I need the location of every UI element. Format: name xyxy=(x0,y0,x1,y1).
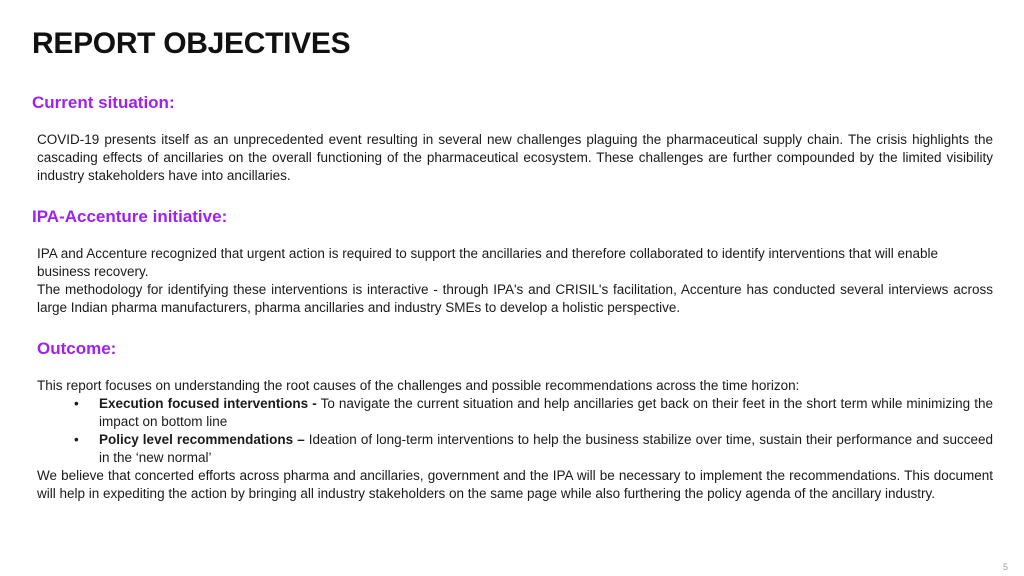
list-item xyxy=(37,395,993,431)
list-item xyxy=(37,431,993,467)
initiative-block xyxy=(37,245,993,317)
bullet-text: Ideation of long-term interventions to help the business stabilize over time, sustain their performance and succeed in the ‘new normal’ xyxy=(99,432,993,465)
bullet-label: Execution focused interventions - xyxy=(99,396,317,411)
section-heading-initiative: IPA-Accenture initiative: xyxy=(32,207,228,226)
page-title: REPORT OBJECTIVES xyxy=(32,27,351,60)
page-number: 5 xyxy=(1002,562,1008,572)
section-heading-current-situation: Current situation: xyxy=(32,93,175,112)
bullet-label: Policy level recommendations – xyxy=(99,432,305,447)
outcome-intro: This report focuses on understanding the root causes of the challenges and possible recommendations across the time horizon: xyxy=(37,378,800,393)
outcome-bullet-list xyxy=(37,395,993,467)
initiative-paragraph-2: The methodology for identifying these interventions is interactive - through IPA's and CRISIL's facilitation, Accenture has conducted several interviews across large Indian pharma manufacturers, pharma ancillaries and industry SMEs to develop a holistic perspective. xyxy=(37,282,993,315)
initiative-paragraph-1: IPA and Accenture recognized that urgent action is required to support the ancillaries and therefore collaborated to identify interventions that will enable business recovery. xyxy=(37,246,939,279)
section-heading-outcome: Outcome: xyxy=(37,339,117,358)
current-situation-paragraph: COVID-19 presents itself as an unprecedented event resulting in several new challenges plaguing the pharmaceutical supply chain. The crisis highlights the cascading effects of ancillaries on the overall functioning of the pharmaceutical ecosystem. These challenges are further compounded by the limited visibility industry stakeholders have into ancillaries. xyxy=(37,132,993,183)
bullet-text: To navigate the current situation and help ancillaries get back on their feet in the short term while minimizing the impact on bottom line xyxy=(99,396,993,429)
bullet-marker: • xyxy=(74,396,79,411)
bullet-marker: • xyxy=(74,432,79,447)
outcome-block xyxy=(37,377,993,503)
outcome-closing: We believe that concerted efforts across pharma and ancillaries, government and the IPA will be necessary to implement the recommendations. This document will help in expediting the action by bringing all industry stakeholders on the same page while also furthering the policy agenda of the ancillary industry. xyxy=(37,468,993,501)
